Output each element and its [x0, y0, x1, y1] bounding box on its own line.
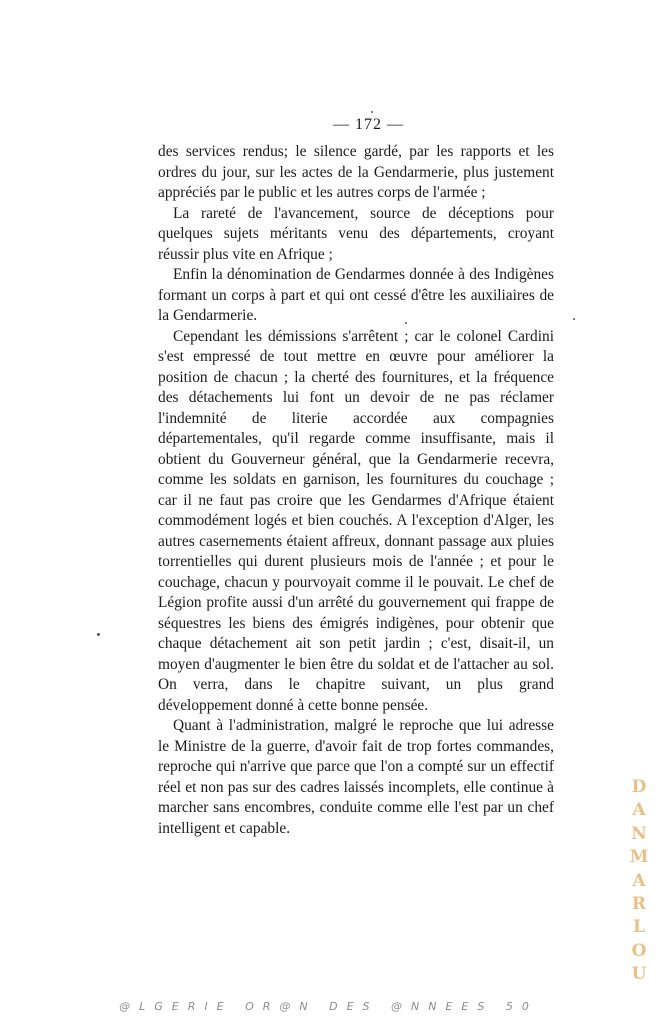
watermark-letter: D: [631, 777, 647, 797]
page-number: — 172 —: [333, 116, 404, 133]
watermark-letter: N: [631, 823, 647, 844]
paragraph-1: des services rendus; le silence gardé, par les rapports et les ordres du jour, sur les actes de la Gendarmerie, plus justement appréciés par le public et les autres corps de l'armée ;: [158, 143, 554, 201]
watermark-letter: A: [632, 800, 646, 821]
watermark-letter: O: [631, 940, 647, 961]
footer-watermark: @LGERIE OR@N DES @NNEES 50: [119, 1000, 538, 1013]
watermark-letter: R: [631, 894, 647, 915]
paragraph-4: Cependant les démissions s'arrêtent ; car le colonel Cardini s'est empressé de tout mettre en œuvre pour améliorer la position de chacun ; la cherté des fournitures, et la fréquence des détachements lui font un devoir de ne pas réclamer l'indemnité de literie accordée aux compagnies départementales, qu'il regarde comme insuffisante, mais il obtient du Gouverneur général, que la Gendarmerie recevra, comme les soldats en garnison, les fournitures du couchage ; car il ne faut pas croire que les Gendarmes d'Afrique étaient commodément logés et bien couchés. A l'exception d'Alger, les autres casernements étaient affreux, donnant passage aux pluies torrentielles qui durent plusieurs mois de l'année ; et pour le couchage, chacun y pourvoyait comme il le pouvait. Le chef de Légion profite aussi d'un arrêté du gouvernement qui frappe de séquestres les biens des émigrés indigènes, pour obtenir que chaque détachement ait son petit jardin ; c'est, disait-il, un moyen d'augmenter le bien être du soldat et de l'attacher au sol. On verra, dans le chapitre suivant, un plus grand développement donné à cette bonne pensée.: [158, 327, 554, 714]
body-text: [158, 142, 554, 839]
print-speck: [97, 633, 100, 636]
print-speck: [371, 111, 373, 113]
print-speck: [573, 318, 575, 320]
side-watermark: [627, 776, 651, 987]
watermark-letter: L: [633, 917, 645, 938]
print-speck: [405, 322, 407, 324]
paragraph-5: Quant à l'administration, malgré le reproche que lui adresse le Ministre de la guerre, d'avoir fait de trop fortes commandes, reproche qui n'arrive que parce que l'on a compté sur un effectif réel et non pas sur des cadres laissés incomplets, elle continue à marcher sans encombres, conduite comme elle l'est par un chef intelligent et capable.: [158, 717, 554, 837]
paragraph-2: La rareté de l'avancement, source de déceptions pour quelques sujets méritants venu des départements, croyant réussir plus vite en Afrique ;: [158, 204, 554, 263]
watermark-letter: M: [629, 847, 649, 868]
paragraph-3: Enfin la dénomination de Gendarmes donnée à des Indigènes formant un corps à part et qui ont cessé d'être les auxiliaires de la Gendarmerie.: [158, 266, 554, 324]
watermark-letter: A: [632, 870, 646, 891]
watermark-letter: U: [631, 964, 647, 985]
